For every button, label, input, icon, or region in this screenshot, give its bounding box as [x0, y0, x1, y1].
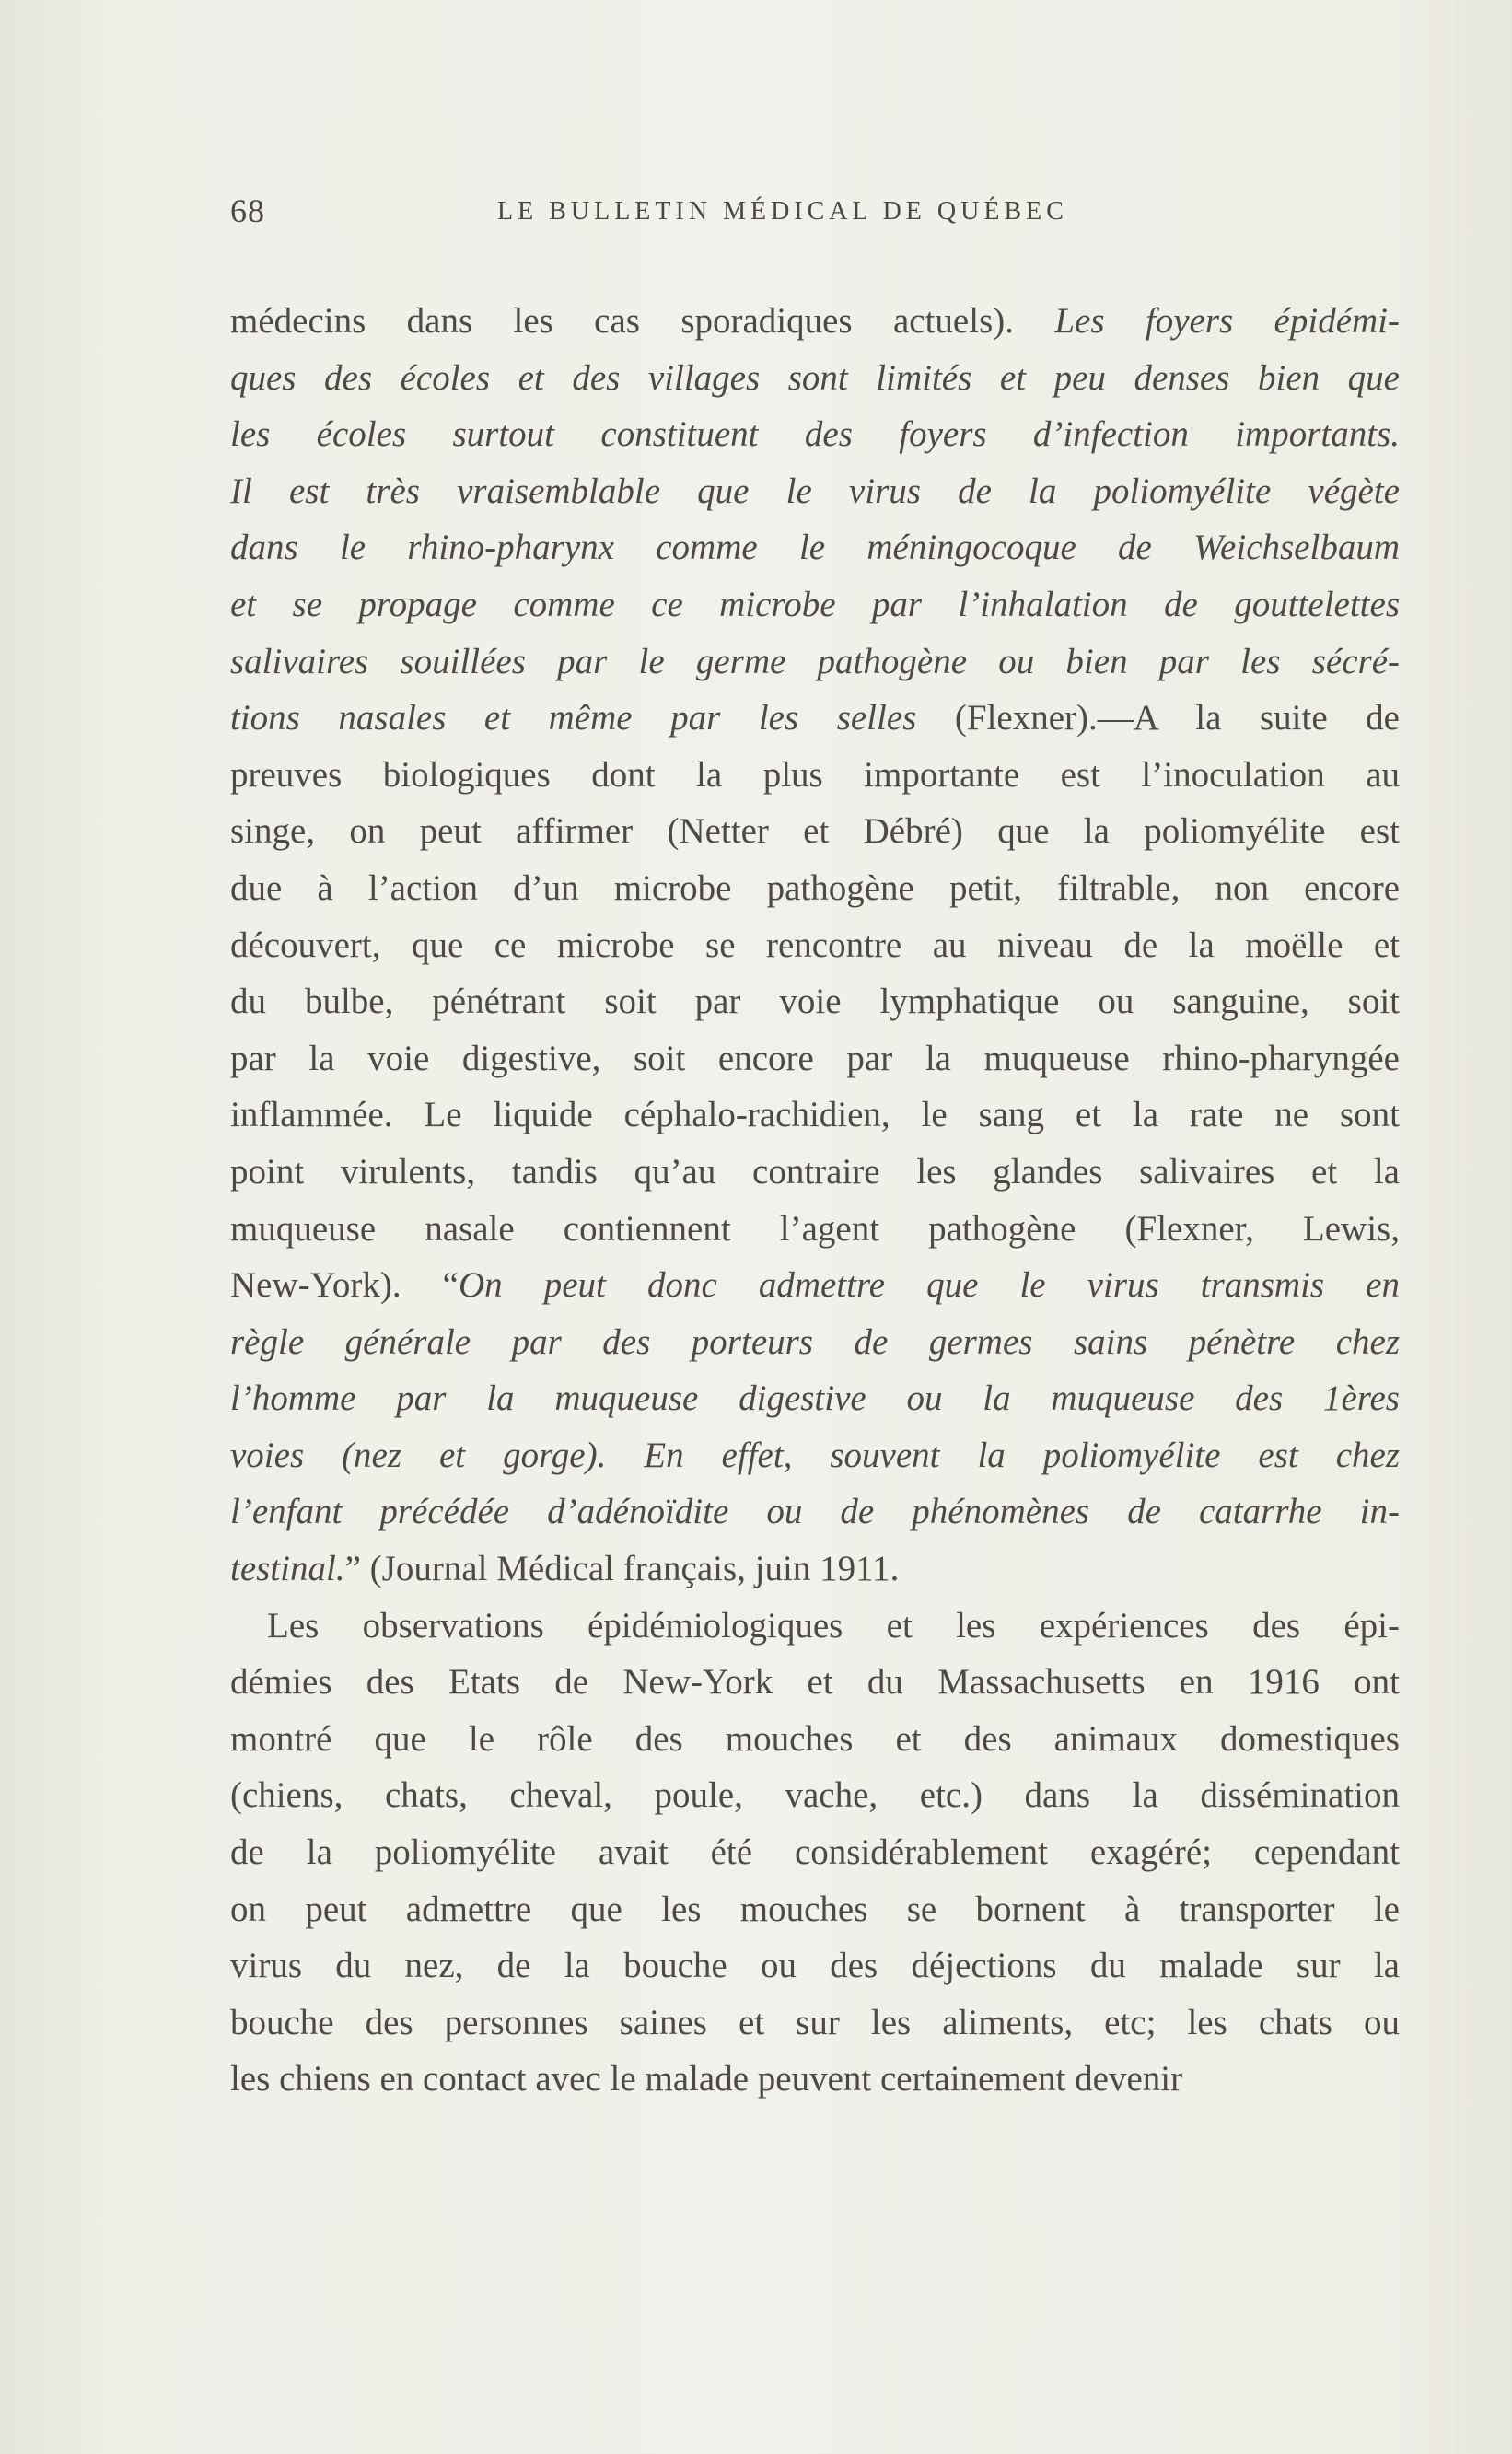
text-segment: Les observations épidémiologiques et les expériences des épi-: [267, 1605, 1400, 1646]
text-segment: découvert, que ce microbe se rencontre au niveau de la moëlle et: [230, 925, 1400, 965]
text-line: [230, 747, 1400, 804]
italic-text: testinal.: [230, 1549, 345, 1589]
text-line: [230, 1144, 1400, 1201]
text-segment: par la voie digestive, soit encore par la muqueuse rhino-pharyngée: [230, 1038, 1400, 1078]
text-segment: preuves biologiques dont la plus importante est l’inoculation au: [230, 754, 1400, 795]
italic-text: l’enfant précédée d’adénoïdite ou de phénomènes de catarrhe in-: [230, 1492, 1400, 1532]
text-line: [230, 973, 1400, 1030]
text-line: [230, 519, 1400, 576]
text-line: [230, 1767, 1400, 1824]
text-segment: (chiens, chats, cheval, poule, vache, etc.) dans la dissémination: [230, 1775, 1400, 1816]
text-segment: démies des Etats de New-York et du Massachusetts en 1916 ont: [230, 1662, 1400, 1703]
text-segment: montré que le rôle des mouches et des animaux domestiques: [230, 1718, 1400, 1759]
text-line: [230, 1483, 1400, 1541]
text-line: [230, 463, 1400, 520]
text-segment: ” (Journal Médical français, juin 1911.: [344, 1549, 900, 1589]
text-line: [230, 2051, 1400, 2108]
text-segment: New-York). “: [230, 1265, 459, 1306]
italic-text: et se propage comme ce microbe par l’inhalation de gouttelettes: [230, 584, 1400, 624]
text-line: [230, 803, 1400, 860]
italic-text: voies (nez et gorge). En effet, souvent la poliomyélite est chez: [230, 1435, 1400, 1475]
text-line: [230, 690, 1400, 747]
text-line: [230, 1937, 1400, 1995]
text-segment: de la poliomyélite avait été considérablement exagéré; cependant: [230, 1832, 1400, 1873]
text-line: [230, 1541, 1400, 1598]
text-line: [230, 917, 1400, 974]
italic-text: règle générale par des porteurs de germes sains pénètre chez: [230, 1321, 1400, 1362]
text-segment: singe, on peut affirmer (Netter et Débré) que la poliomyélite est: [230, 811, 1400, 852]
paragraph: [230, 293, 1400, 1598]
text-line: [230, 1995, 1400, 2052]
text-line: [230, 634, 1400, 691]
italic-text: tions nasales et même par les selles: [230, 698, 917, 739]
italic-text: On peut donc admettre que le virus transmis en: [459, 1265, 1400, 1306]
italic-text: salivaires souillées par le germe pathogène ou bien par les sécré-: [230, 641, 1400, 681]
body-text: [230, 293, 1400, 2108]
text-segment: du bulbe, pénétrant soit par voie lymphatique ou sanguine, soit: [230, 982, 1400, 1022]
italic-text: l’homme par la muqueuse digestive ou la muqueuse des 1ères: [230, 1378, 1400, 1419]
text-line: [230, 1654, 1400, 1711]
text-line: [230, 293, 1400, 350]
text-line: [230, 1257, 1400, 1314]
text-segment: virus du nez, de la bouche ou des déjections du malade sur la: [230, 1946, 1400, 1986]
text-line: [230, 1087, 1400, 1144]
text-segment: (Flexner).—A la suite de: [916, 698, 1400, 739]
text-segment: muqueuse nasale contiennent l’agent pathogène (Flexner, Lewis,: [230, 1208, 1400, 1249]
running-title: LE BULLETIN MÉDICAL DE QUÉBEC: [497, 197, 1068, 226]
text-line: [230, 1030, 1400, 1087]
text-line: [230, 1598, 1400, 1655]
text-line: [230, 860, 1400, 917]
text-line: [230, 350, 1400, 407]
paragraph: [230, 1598, 1400, 2108]
text-line: [230, 576, 1400, 634]
page-number: 68: [230, 192, 265, 229]
text-segment: les chiens en contact avec le malade peuvent certainement devenir: [230, 2059, 1183, 2099]
text-segment: on peut admettre que les mouches se bornent à transporter le: [230, 1889, 1400, 1929]
text-line: [230, 1427, 1400, 1484]
text-line: [230, 1881, 1400, 1938]
text-line: [230, 1370, 1400, 1427]
italic-text: Les foyers épidémi-: [1054, 301, 1400, 341]
text-segment: point virulents, tandis qu’au contraire les glandes salivaires et la: [230, 1151, 1400, 1192]
text-segment: médecins dans les cas sporadiques actuels).: [230, 301, 1055, 341]
text-segment: due à l’action d’un microbe pathogène petit, filtrable, non encore: [230, 867, 1400, 908]
text-line: [230, 1711, 1400, 1768]
text-line: [230, 406, 1400, 463]
italic-text: dans le rhino-pharynx comme le méningocoque de Weichselbaum: [230, 528, 1400, 568]
italic-text: Il est très vraisemblable que le virus de la poliomyélite végète: [230, 471, 1400, 511]
italic-text: ques des écoles et des villages sont limités et peu denses bien que: [230, 357, 1400, 398]
italic-text: les écoles surtout constituent des foyers d’infection importants.: [230, 414, 1400, 455]
page-header: [230, 192, 1400, 238]
text-segment: inflammée. Le liquide céphalo-rachidien, le sang et la rate ne sont: [230, 1095, 1400, 1135]
text-line: [230, 1201, 1400, 1258]
text-line: [230, 1824, 1400, 1881]
text-line: [230, 1314, 1400, 1371]
text-segment: bouche des personnes saines et sur les aliments, etc; les chats ou: [230, 2002, 1400, 2042]
